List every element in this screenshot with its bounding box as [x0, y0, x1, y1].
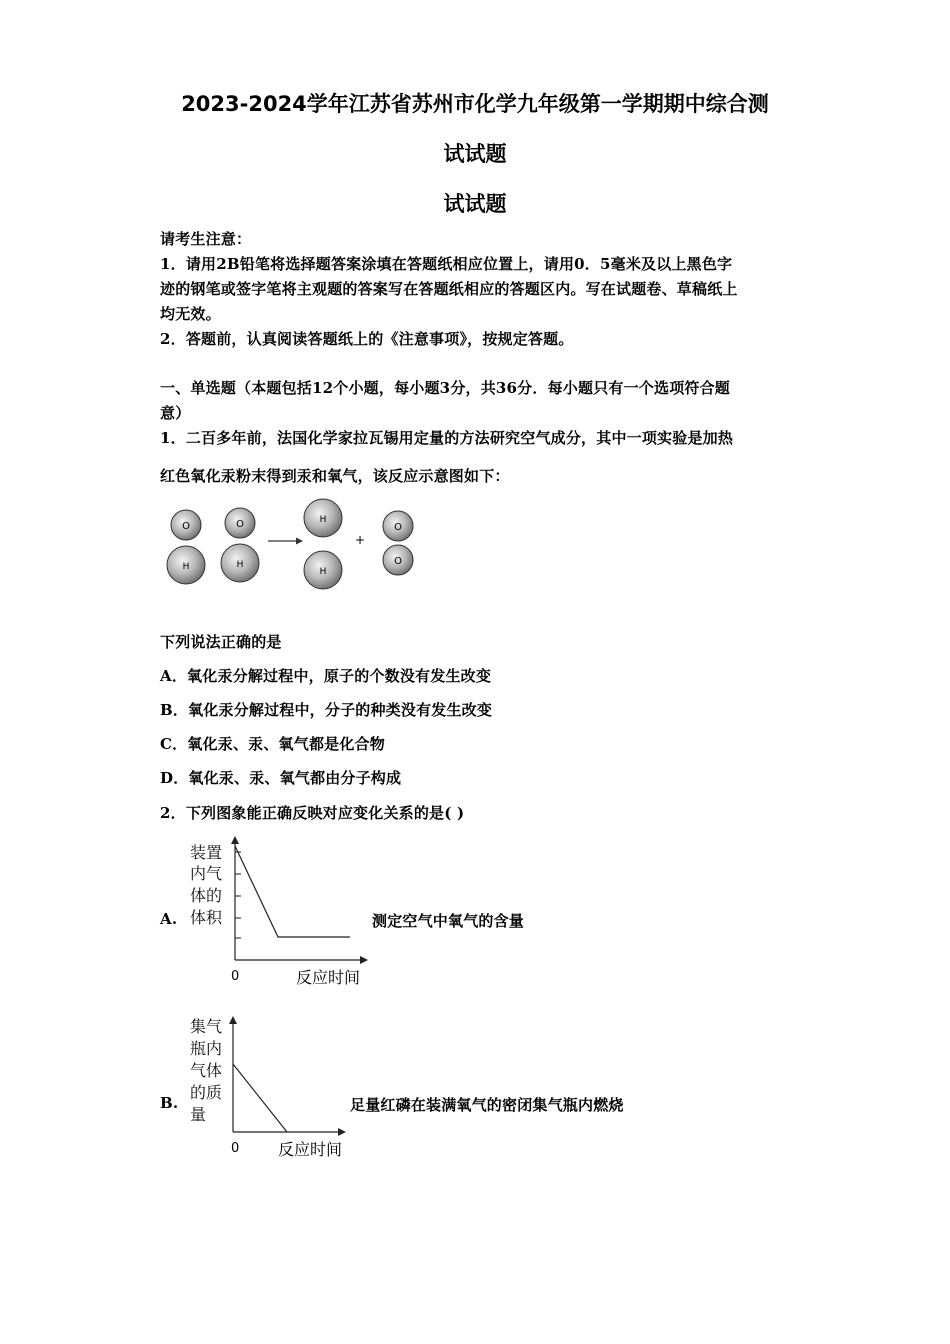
question-1-option-d: D．氧化汞、汞、氧气都由分子构成 — [160, 769, 402, 787]
atom-label: H — [182, 562, 190, 572]
question-1-stem-line-1: 1．二百多年前，法国化学家拉瓦锡用定量的方法研究空气成分，其中一项实验是加热 — [160, 429, 734, 447]
y-axis-ticks — [235, 852, 241, 938]
reaction-arrow-icon — [268, 538, 303, 545]
question-1-option-b: B．氧化汞分解过程中，分子的种类没有发生改变 — [160, 701, 493, 719]
x-axis-label: 反应时间 — [296, 968, 361, 987]
question-2-option-b-caption: 足量红磷在装满氧气的密闭集气瓶内燃烧 — [350, 1096, 624, 1114]
notice-item-1-line-2: 迹的钢笔或签字笔将主观题的答案写在答题纸相应的答题区内。写在试题卷、草稿纸上 — [160, 280, 738, 298]
exam-subtitle: 试试题 — [443, 192, 507, 216]
question-2-graph-b — [180, 1012, 360, 1162]
y-axis-label-line: 的质 — [190, 1083, 223, 1102]
exam-title-continued: 试试题 — [443, 142, 507, 166]
notice-heading: 请考生注意： — [160, 230, 252, 248]
x-axis-arrow-icon — [360, 956, 368, 964]
question-1-stem-line-2: 红色氧化汞粉末得到汞和氧气，该反应示意图如下： — [160, 467, 510, 485]
mercury-atom-product-2 — [304, 551, 342, 589]
x-axis-arrow-icon — [338, 1128, 346, 1136]
mercury-oxide-molecule-1 — [167, 510, 205, 584]
reaction-diagram — [160, 498, 420, 596]
mercury-oxide-molecule-2 — [221, 508, 259, 582]
notice-item-2: 2．答题前，认真阅读答题纸上的《注意事项》，按规定答题。 — [160, 330, 574, 348]
notice-item-1-line-1: 1．请用2B铅笔将选择题答案涂填在答题纸相应位置上，请用0．5毫米及以上黑色字 — [160, 255, 733, 273]
oxygen-molecule-product — [383, 511, 413, 575]
volume-curve — [235, 846, 350, 937]
y-axis-label-line: 体的 — [190, 886, 223, 905]
question-1-prompt: 下列说法正确的是 — [160, 633, 282, 651]
y-axis-label-line: 装置 — [190, 843, 223, 862]
y-axis-label-line: 集气 — [190, 1017, 223, 1036]
origin-label: 0 — [231, 969, 240, 984]
mercury-atom-product-1 — [304, 499, 342, 537]
y-axis-label-line: 量 — [190, 1105, 207, 1124]
notice-item-1-line-3: 均无效。 — [160, 305, 221, 323]
y-axis-label-line: 内气 — [190, 864, 223, 883]
question-1-option-c: C．氧化汞、汞、氧气都是化合物 — [160, 735, 385, 753]
question-2-stem: 2．下列图象能正确反映对应变化关系的是( ) — [160, 804, 465, 822]
y-axis-arrow-icon — [231, 836, 239, 844]
y-axis-label-line: 气体 — [190, 1061, 223, 1080]
atom-label: O — [394, 522, 402, 533]
origin-label: 0 — [231, 1141, 240, 1156]
mass-curve — [233, 1064, 287, 1132]
question-2-option-a-letter: A. — [160, 910, 178, 928]
y-axis-arrow-icon — [229, 1016, 237, 1024]
atom-label: O — [236, 519, 244, 530]
atom-label: O — [182, 521, 190, 532]
y-axis-label-line: 瓶内 — [190, 1039, 223, 1058]
section-heading-line-1: 一、单选题（本题包括12个小题，每小题3分，共36分．每小题只有一个选项符合题 — [160, 379, 730, 397]
section-heading-line-2: 意） — [160, 404, 191, 422]
atom-label: O — [394, 556, 402, 567]
question-2-option-a-caption: 测定空气中氧气的含量 — [372, 912, 525, 930]
question-1-option-a: A．氧化汞分解过程中，原子的个数没有发生改变 — [160, 667, 492, 685]
question-2-graph-a — [180, 834, 380, 992]
atom-label: H — [319, 567, 327, 577]
atom-label: H — [236, 560, 244, 570]
atom-label: H — [319, 515, 327, 525]
x-axis-label: 反应时间 — [278, 1140, 343, 1159]
question-2-option-b-letter: B. — [160, 1094, 179, 1112]
exam-title: 2023-2024学年江苏省苏州市化学九年级第一学期期中综合测 — [181, 92, 769, 116]
y-axis-label-line: 体积 — [190, 908, 223, 927]
plus-sign: + — [354, 533, 366, 547]
